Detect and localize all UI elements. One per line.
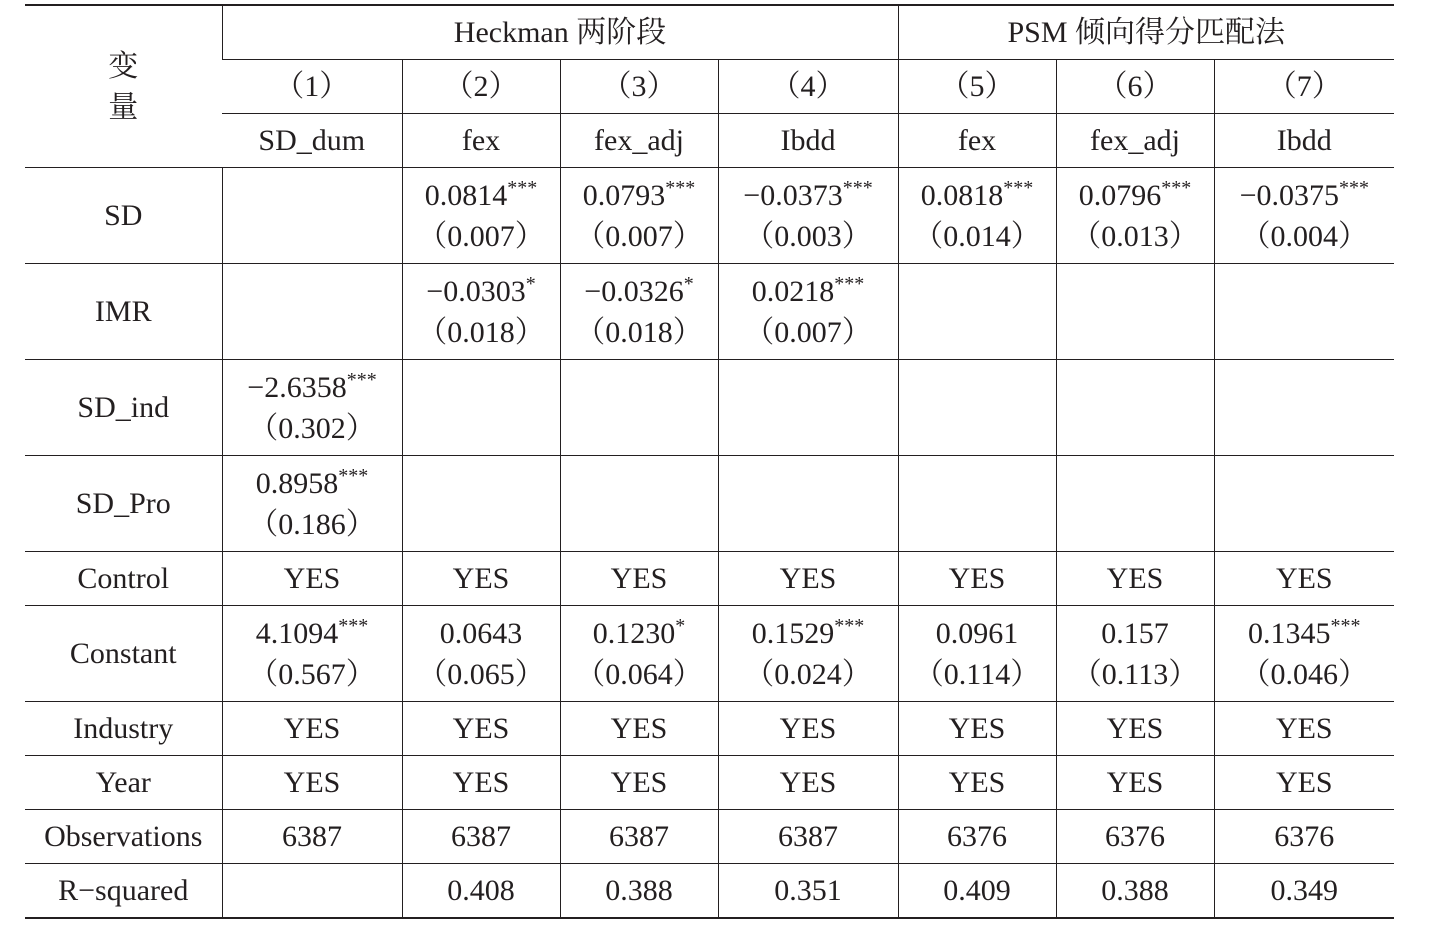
coef: 0.0961 (935, 616, 1019, 650)
cell-industry-3: YES (560, 702, 718, 756)
coef: 0.8958 (255, 466, 339, 500)
coef: 0.0218 (751, 274, 835, 308)
header-row-numbers (25, 60, 1394, 114)
col-number-2: （2） (402, 60, 560, 114)
header-row-groups (25, 5, 1394, 60)
cell-sd-3 (560, 168, 718, 264)
header-row-names (25, 114, 1394, 168)
stars: *** (842, 176, 873, 199)
coef: 0.0793 (582, 178, 666, 212)
table-row-constant (25, 606, 1394, 702)
row-label-sd: SD (25, 168, 222, 264)
cell-observations-2: 6387 (402, 810, 560, 864)
cell-rsquared-2: 0.408 (402, 864, 560, 919)
coef: 4.1094 (255, 616, 339, 650)
coef: −2.6358 (247, 370, 347, 404)
table-row-imr (25, 264, 1394, 360)
std-error: （0.013） (1071, 219, 1199, 253)
std-error: （0.018） (575, 315, 703, 349)
cell-sd-5 (898, 168, 1056, 264)
std-error: （0.186） (248, 507, 376, 541)
cell-rsquared-7: 0.349 (1214, 864, 1394, 919)
coef: −0.0326 (584, 274, 684, 308)
cell-year-5: YES (898, 756, 1056, 810)
cell-sd-pro-5 (898, 456, 1056, 552)
row-label-sd-pro: SD_Pro (25, 456, 222, 552)
col-number-7: （7） (1214, 60, 1394, 114)
coef: 0.157 (1101, 616, 1169, 650)
cell-sd-2 (402, 168, 560, 264)
cell-sd-pro-6 (1056, 456, 1214, 552)
cell-constant-1 (222, 606, 402, 702)
cell-observations-7: 6376 (1214, 810, 1394, 864)
cell-observations-4: 6387 (718, 810, 898, 864)
coef: −0.0375 (1239, 178, 1339, 212)
row-label-rsquared: R−squared (25, 864, 222, 919)
cell-sd-ind-4 (718, 360, 898, 456)
table-row-sd-ind (25, 360, 1394, 456)
cell-sd-6 (1056, 168, 1214, 264)
cell-rsquared-3: 0.388 (560, 864, 718, 919)
std-error: （0.065） (417, 657, 545, 691)
coef: 0.0796 (1078, 178, 1162, 212)
stars: *** (834, 272, 865, 295)
coef: 0.0643 (439, 616, 523, 650)
col-number-5: （5） (898, 60, 1056, 114)
cell-rsquared-4: 0.351 (718, 864, 898, 919)
stars: *** (346, 368, 377, 391)
cell-control-3: YES (560, 552, 718, 606)
cell-imr-4 (718, 264, 898, 360)
row-label-constant: Constant (25, 606, 222, 702)
cell-control-4: YES (718, 552, 898, 606)
cell-industry-5: YES (898, 702, 1056, 756)
table-row-sd (25, 168, 1394, 264)
stars: *** (507, 176, 538, 199)
stars: * (525, 272, 536, 295)
coef: 0.1230 (592, 616, 676, 650)
cell-year-1: YES (222, 756, 402, 810)
std-error: （0.007） (417, 219, 545, 253)
cell-year-7: YES (1214, 756, 1394, 810)
cell-sd-pro-4 (718, 456, 898, 552)
cell-sd-ind-1 (222, 360, 402, 456)
cell-sd-7 (1214, 168, 1394, 264)
col-name-1: SD_dum (222, 114, 402, 168)
cell-control-1: YES (222, 552, 402, 606)
cell-year-3: YES (560, 756, 718, 810)
col-name-3: fex_adj (560, 114, 718, 168)
std-error: （0.004） (1240, 219, 1369, 253)
cell-control-7: YES (1214, 552, 1394, 606)
cell-imr-5 (898, 264, 1056, 360)
coef: 0.0818 (920, 178, 1004, 212)
std-error: （0.046） (1240, 657, 1369, 691)
stars: *** (834, 614, 865, 637)
cell-constant-5 (898, 606, 1056, 702)
cell-year-6: YES (1056, 756, 1214, 810)
std-error: （0.014） (913, 219, 1041, 253)
std-error: （0.024） (744, 657, 872, 691)
stars: *** (1338, 176, 1369, 199)
col-number-1: （1） (222, 60, 402, 114)
std-error: （0.567） (248, 657, 376, 691)
cell-sd-4 (718, 168, 898, 264)
std-error: （0.003） (744, 219, 872, 253)
col-name-7: Ibdd (1214, 114, 1394, 168)
col-name-5: fex (898, 114, 1056, 168)
std-error: （0.302） (248, 411, 376, 445)
variable-header: 变 量 (25, 5, 222, 168)
cell-sd-pro-1 (222, 456, 402, 552)
cell-sd-ind-2 (402, 360, 560, 456)
cell-constant-6 (1056, 606, 1214, 702)
cell-sd-1 (222, 168, 402, 264)
cell-constant-2 (402, 606, 560, 702)
row-label-sd-ind: SD_ind (25, 360, 222, 456)
cell-sd-pro-3 (560, 456, 718, 552)
col-number-6: （6） (1056, 60, 1214, 114)
row-label-observations: Observations (25, 810, 222, 864)
cell-imr-2 (402, 264, 560, 360)
coef: 0.1529 (751, 616, 835, 650)
table-row-control (25, 552, 1394, 606)
table-row-observations (25, 810, 1394, 864)
cell-imr-7 (1214, 264, 1394, 360)
std-error: （0.064） (575, 657, 703, 691)
col-name-2: fex (402, 114, 560, 168)
table-row-industry (25, 702, 1394, 756)
std-error: （0.113） (1071, 657, 1199, 691)
cell-industry-7: YES (1214, 702, 1394, 756)
group-header-psm: PSM 倾向得分匹配法 (898, 5, 1394, 60)
cell-year-4: YES (718, 756, 898, 810)
cell-rsquared-6: 0.388 (1056, 864, 1214, 919)
std-error: （0.007） (575, 219, 703, 253)
cell-observations-6: 6376 (1056, 810, 1214, 864)
stars: * (683, 272, 694, 295)
stars: *** (665, 176, 696, 199)
stars: *** (338, 464, 369, 487)
cell-year-2: YES (402, 756, 560, 810)
cell-observations-1: 6387 (222, 810, 402, 864)
row-label-control: Control (25, 552, 222, 606)
cell-sd-pro-7 (1214, 456, 1394, 552)
stars: *** (1161, 176, 1192, 199)
coef: 0.1345 (1248, 616, 1331, 650)
col-number-4: （4） (718, 60, 898, 114)
table-row-year (25, 756, 1394, 810)
row-label-year: Year (25, 756, 222, 810)
cell-imr-6 (1056, 264, 1214, 360)
cell-rsquared-5: 0.409 (898, 864, 1056, 919)
stars: * (675, 614, 686, 637)
std-error: （0.018） (417, 315, 545, 349)
cell-imr-3 (560, 264, 718, 360)
cell-sd-ind-6 (1056, 360, 1214, 456)
col-number-3: （3） (560, 60, 718, 114)
coef: 0.0814 (424, 178, 508, 212)
cell-constant-7 (1214, 606, 1394, 702)
std-error: （0.007） (744, 315, 872, 349)
cell-control-5: YES (898, 552, 1056, 606)
cell-constant-3 (560, 606, 718, 702)
cell-constant-4 (718, 606, 898, 702)
row-label-industry: Industry (25, 702, 222, 756)
cell-control-2: YES (402, 552, 560, 606)
cell-observations-3: 6387 (560, 810, 718, 864)
group-header-heckman: Heckman 两阶段 (222, 5, 898, 60)
cell-industry-2: YES (402, 702, 560, 756)
cell-industry-1: YES (222, 702, 402, 756)
std-error: （0.114） (913, 657, 1041, 691)
cell-sd-ind-5 (898, 360, 1056, 456)
stars: *** (338, 614, 369, 637)
cell-control-6: YES (1056, 552, 1214, 606)
col-name-4: Ibdd (718, 114, 898, 168)
cell-sd-pro-2 (402, 456, 560, 552)
cell-industry-4: YES (718, 702, 898, 756)
cell-rsquared-1 (222, 864, 402, 919)
table-row-sd-pro (25, 456, 1394, 552)
cell-sd-ind-7 (1214, 360, 1394, 456)
col-name-6: fex_adj (1056, 114, 1214, 168)
regression-table (25, 4, 1394, 919)
row-label-imr: IMR (25, 264, 222, 360)
stars: *** (1003, 176, 1034, 199)
coef: −0.0373 (743, 178, 843, 212)
cell-industry-6: YES (1056, 702, 1214, 756)
cell-observations-5: 6376 (898, 810, 1056, 864)
cell-imr-1 (222, 264, 402, 360)
table-row-rsquared (25, 864, 1394, 919)
stars: *** (1330, 614, 1361, 637)
coef: −0.0303 (426, 274, 526, 308)
cell-sd-ind-3 (560, 360, 718, 456)
